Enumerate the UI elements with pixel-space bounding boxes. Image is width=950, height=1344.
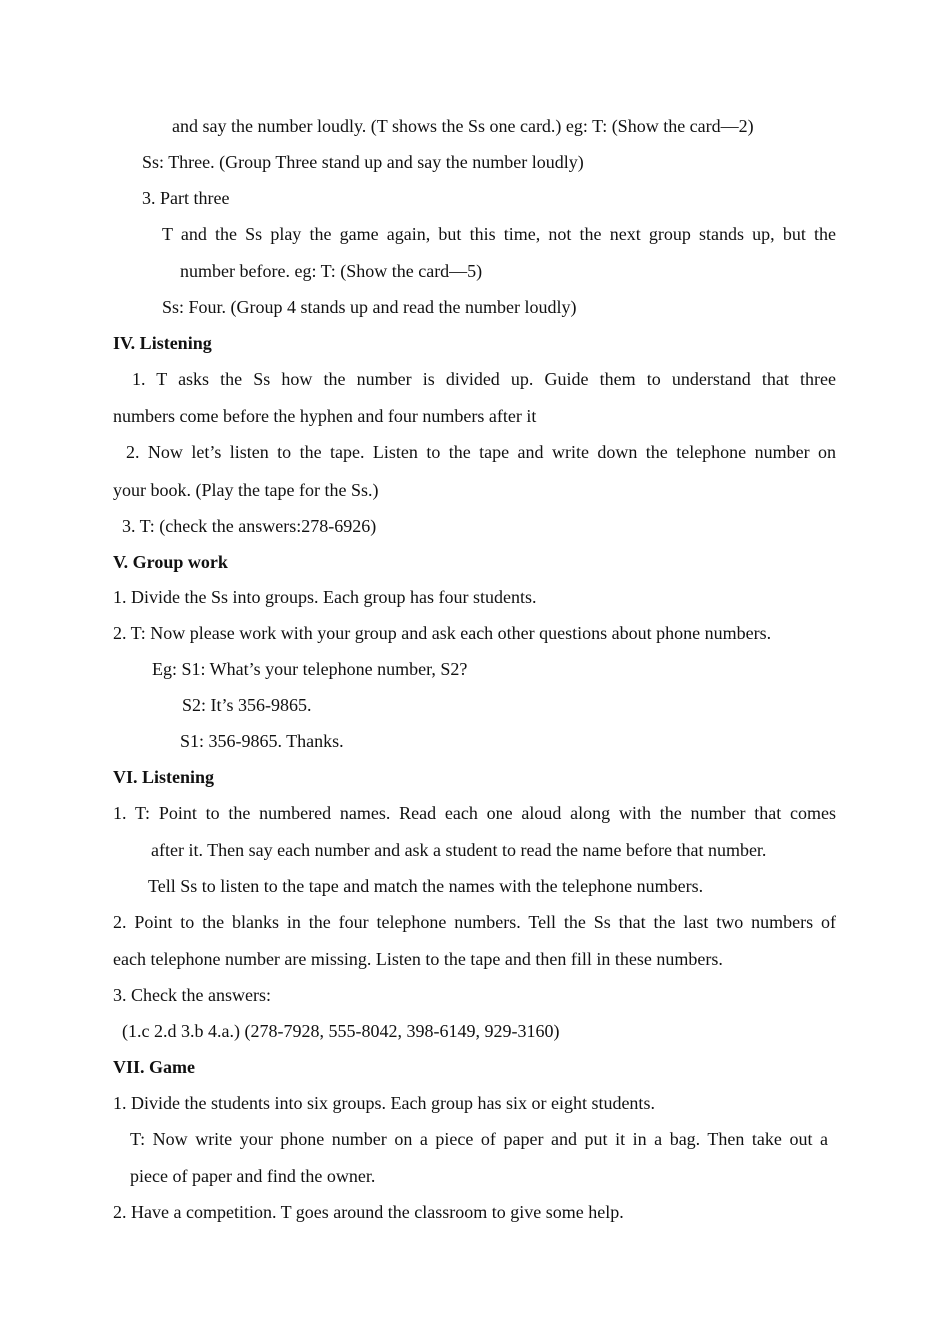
text-line: number before. eg: T: (Show the card—5) [180,261,483,281]
text-line: T: Now write your phone number on a piece of paper and put it in a bag. Then take out a [130,1129,828,1149]
text-line: 1. T asks the Ss how the number is divided up. Guide them to understand that three [132,369,836,389]
text-line: 3. Part three [142,188,230,208]
text-line: 1. Divide the students into six groups. Each group has six or eight students. [113,1093,655,1113]
text-line: 3. Check the answers: [113,985,271,1005]
text-line: after it. Then say each number and ask a student to read the name before that number. [151,840,767,860]
text-line: Eg: S1: What’s your telephone number, S2? [152,659,468,679]
text-line: (1.c 2.d 3.b 4.a.) (278-7928, 555-8042, 398-6149, 929-3160) [122,1021,560,1041]
section-heading-v: V. Group work [113,552,228,572]
text-line: 3. T: (check the answers:278-6926) [122,516,377,536]
text-line: 2. Have a competition. T goes around the classroom to give some help. [113,1202,624,1222]
text-line: Tell Ss to listen to the tape and match the names with the telephone numbers. [148,876,704,896]
text-line: 1. T: Point to the numbered names. Read each one aloud along with the number that comes [113,803,836,823]
text-line: Ss: Four. (Group 4 stands up and read the number loudly) [162,297,577,317]
text-line: 1. Divide the Ss into groups. Each group has four students. [113,587,537,607]
section-heading-vi: VI. Listening [113,767,215,787]
section-heading-iv: IV. Listening [113,333,212,353]
text-line: numbers come before the hyphen and four numbers after it [113,406,537,426]
text-line: S2: It’s 356-9865. [182,695,312,715]
text-line: each telephone number are missing. Listen to the tape and then fill in these numbers. [113,949,723,969]
text-line: your book. (Play the tape for the Ss.) [113,480,379,500]
text-line: T and the Ss play the game again, but this time, not the next group stands up, but the [162,224,836,244]
text-line: 2. Point to the blanks in the four telephone numbers. Tell the Ss that the last two numbers of [113,912,836,932]
text-line: piece of paper and find the owner. [130,1166,376,1186]
text-line: Ss: Three. (Group Three stand up and say the number loudly) [142,152,584,172]
text-line: and say the number loudly. (T shows the Ss one card.) eg: T: (Show the card—2) [172,116,754,136]
section-heading-vii: VII. Game [113,1057,195,1077]
text-line: 2. T: Now please work with your group and ask each other questions about phone numbers. [113,623,772,643]
text-line: 2. Now let’s listen to the tape. Listen to the tape and write down the telephone number on [126,442,836,462]
text-line: S1: 356-9865. Thanks. [180,731,344,751]
